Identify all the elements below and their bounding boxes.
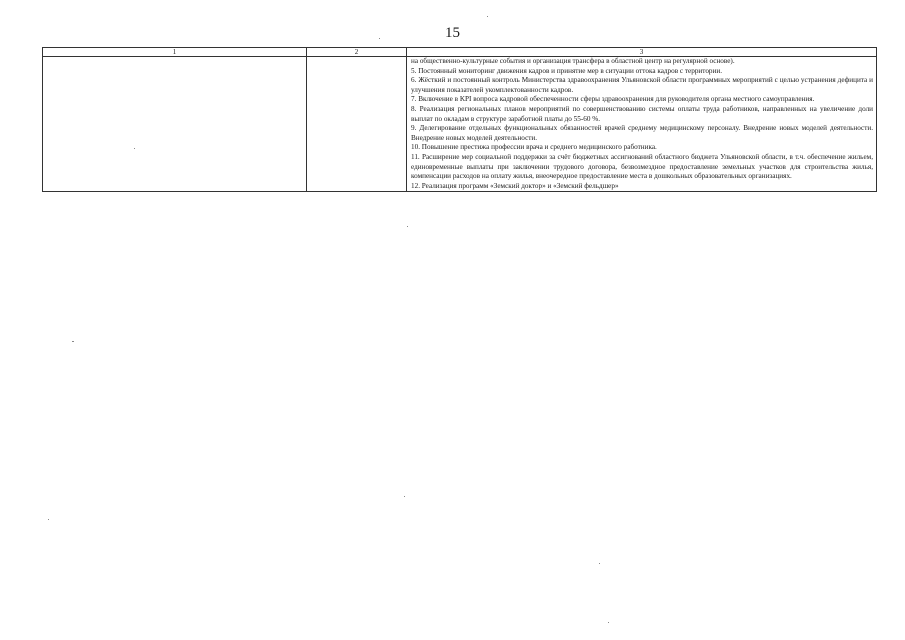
measure-5: 5. Постоянный мониторинг движения кадров и принятие мер в ситуации оттока кадров с территории. xyxy=(411,66,723,75)
column-header-3: 3 xyxy=(407,48,877,57)
scan-speck xyxy=(72,341,74,342)
column-3-cell xyxy=(407,57,877,192)
measure-6: 6. Жёсткий и постоянный контроль Министерства здравоохранения Ульяновской области программных мероприятий с целью устранения дефицита и улучшения показателей укомплектованности кадров. xyxy=(411,76,873,94)
scan-speck xyxy=(404,496,405,497)
measure-continuation: на общественно-культурные события и организация трансфера в областной центр на регулярной основе). xyxy=(411,57,735,65)
column-2-cell xyxy=(307,57,407,192)
measure-9: 9. Делегирование отдельных функциональных обязанностей врачей среднему медицинскому персоналу. Внедрение новых моделей деятельности. Внедрение новых моделей деятельности. xyxy=(411,124,873,142)
measure-7: 7. Включение в KPI вопроса кадровой обеспеченности сферы здравоохранения для руководителя органа местного самоуправления. xyxy=(411,95,815,104)
page-number: 15 xyxy=(445,25,460,41)
scan-speck xyxy=(48,519,49,520)
scan-speck xyxy=(407,226,408,227)
table-row xyxy=(43,57,877,192)
scan-speck xyxy=(134,148,135,149)
scan-speck xyxy=(599,563,600,564)
measure-12: 12. Реализация программ «Земский доктор» и «Земский фельдшер» xyxy=(411,181,619,190)
measure-8: 8. Реализация региональных планов мероприятий по совершенствованию системы оплаты труда работников, направленных на увеличение доли выплат по окладам в структуре заработной платы до 55-60 %. xyxy=(411,104,873,123)
column-header-1: 1 xyxy=(43,48,307,57)
scan-speck xyxy=(487,16,488,17)
content-table xyxy=(42,47,877,192)
measure-11: 11. Расширение мер социальной поддержки за счёт бюджетных ассигнований областного бюджета Ульяновской области, в т.ч. обеспечение жильем, единовременные выплаты при заключении трудового договора, безвозмездное предоставление земельных участков для строительства жилья, компенсации расходов на оплату жилья, внеочередное предоставление места в дошкольных образовательных организациях. xyxy=(411,152,873,181)
column-1-cell xyxy=(43,57,307,192)
measure-10: 10. Повышение престижа профессии врача и среднего медицинского работника. xyxy=(411,143,657,152)
scan-speck xyxy=(608,622,609,623)
table-header-row xyxy=(43,48,877,57)
scan-speck xyxy=(379,38,380,39)
column-header-2: 2 xyxy=(307,48,407,57)
